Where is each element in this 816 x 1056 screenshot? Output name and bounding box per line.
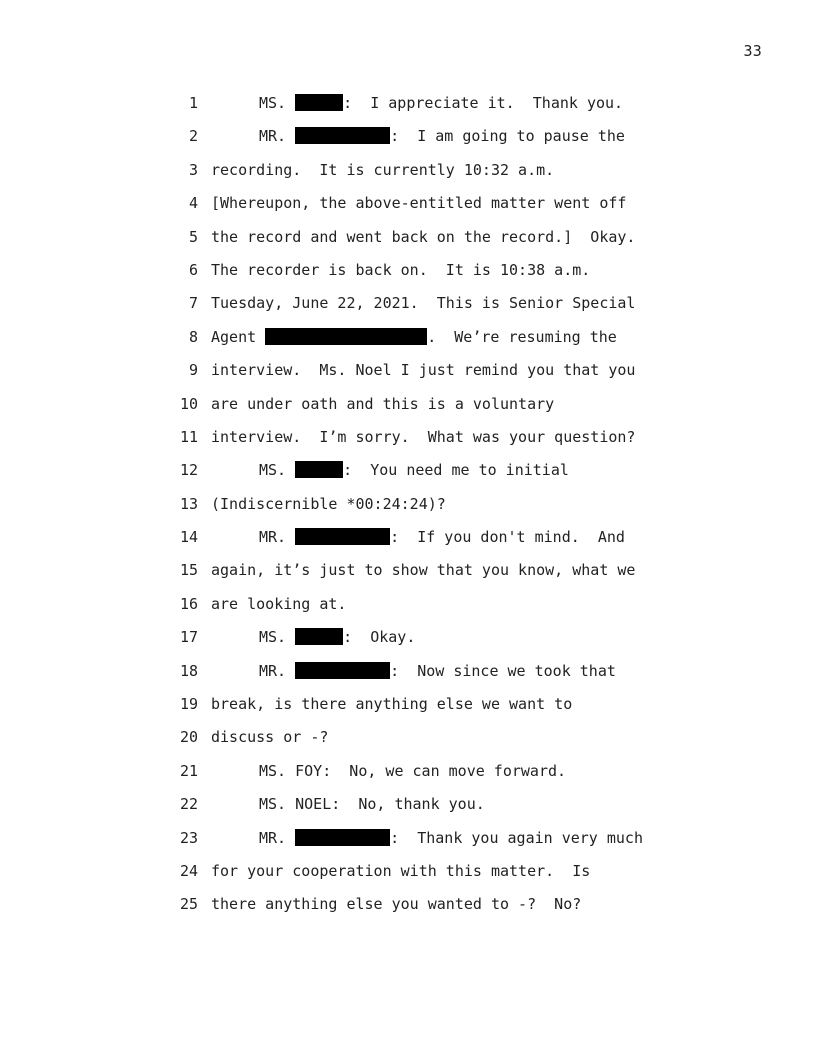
- line-text: [211, 325, 617, 349]
- redaction-block: [295, 628, 343, 645]
- transcript-line: [0, 592, 816, 625]
- line-text: [211, 225, 635, 249]
- transcript-line: [0, 124, 816, 157]
- line-text: [259, 759, 566, 783]
- text-segment: MR.: [259, 661, 296, 680]
- line-text: [211, 725, 328, 749]
- transcript-line: [0, 692, 816, 725]
- line-number: 21: [179, 761, 198, 780]
- line-text: [211, 392, 554, 416]
- line-number: 17: [179, 628, 198, 647]
- line-number: 6: [188, 260, 198, 279]
- text-segment: recording. It is currently 10:32 a.m.: [211, 160, 555, 179]
- line-number: 8: [188, 327, 198, 346]
- transcript-body: [0, 91, 816, 926]
- text-segment: Agent: [211, 327, 266, 346]
- transcript-line: [0, 859, 816, 892]
- transcript-line: [0, 158, 816, 191]
- line-text: [211, 425, 635, 449]
- line-text: [211, 692, 572, 716]
- line-text: [259, 458, 569, 482]
- text-segment: MR.: [259, 828, 296, 847]
- text-segment: are looking at.: [211, 594, 347, 613]
- line-number: 15: [179, 561, 198, 580]
- line-number: 3: [188, 160, 198, 179]
- text-segment: : Okay.: [343, 628, 416, 647]
- transcript-line: [0, 258, 816, 291]
- line-number: 16: [179, 594, 198, 613]
- transcript-line: [0, 492, 816, 525]
- line-number: 11: [179, 427, 198, 446]
- text-segment: MS.: [259, 94, 296, 112]
- text-segment: : I am going to pause the: [390, 127, 625, 146]
- transcript-line: [0, 91, 816, 124]
- transcript-line: [0, 392, 816, 425]
- line-number: 14: [179, 528, 198, 547]
- line-text: [259, 792, 485, 816]
- text-segment: MS. FOY: No, we can move forward.: [259, 761, 567, 780]
- line-text: [259, 124, 625, 148]
- text-segment: : I appreciate it. Thank you.: [343, 94, 624, 112]
- line-number: 25: [179, 895, 198, 914]
- text-segment: MS.: [259, 461, 296, 480]
- transcript-line: [0, 792, 816, 825]
- text-segment: there anything else you wanted to -? No?: [211, 895, 582, 914]
- text-segment: The recorder is back on. It is 10:38 a.m.: [211, 260, 591, 279]
- redaction-block: [295, 829, 390, 846]
- line-text: [211, 892, 581, 916]
- line-number: 4: [188, 194, 198, 213]
- line-text: [211, 291, 635, 315]
- transcript-line: [0, 558, 816, 591]
- transcript-line: [0, 325, 816, 358]
- line-text: [259, 659, 616, 683]
- transcript-line: [0, 425, 816, 458]
- line-number: 5: [188, 227, 198, 246]
- redaction-block: [295, 662, 390, 679]
- line-number: 9: [188, 361, 198, 380]
- line-text: [211, 191, 626, 215]
- redaction-block: [295, 94, 343, 111]
- line-number: 7: [188, 294, 198, 313]
- line-text: [211, 158, 554, 182]
- text-segment: discuss or -?: [211, 728, 329, 747]
- text-segment: Tuesday, June 22, 2021. This is Senior Special: [211, 294, 636, 313]
- line-text: [259, 625, 415, 649]
- line-number: 24: [179, 861, 198, 880]
- redaction-block: [295, 127, 390, 144]
- line-text: [211, 558, 635, 582]
- text-segment: interview. I’m sorry. What was your question?: [211, 427, 636, 446]
- text-segment: MS. NOEL: No, thank you.: [259, 795, 485, 814]
- text-segment: (Indiscernible *00:24:24)?: [211, 494, 446, 513]
- transcript-line: [0, 458, 816, 491]
- transcript-line: [0, 759, 816, 792]
- text-segment: : If you don't mind. And: [390, 528, 625, 547]
- transcript-line: [0, 191, 816, 224]
- line-number: 12: [179, 461, 198, 480]
- text-segment: for your cooperation with this matter. Is: [211, 861, 591, 880]
- text-segment: [Whereupon, the above-entitled matter went off: [211, 194, 627, 213]
- text-segment: MR.: [259, 528, 296, 547]
- line-text: [211, 258, 590, 282]
- line-text: [211, 859, 590, 883]
- transcript-line: [0, 625, 816, 658]
- transcript-line: [0, 725, 816, 758]
- text-segment: MS.: [259, 628, 296, 647]
- transcript-line: [0, 659, 816, 692]
- redaction-block: [295, 461, 343, 478]
- transcript-line: [0, 291, 816, 324]
- transcript-line: [0, 525, 816, 558]
- text-segment: : Thank you again very much: [390, 828, 643, 847]
- line-text: [259, 826, 643, 850]
- text-segment: the record and went back on the record.] Okay.: [211, 227, 636, 246]
- line-text: [211, 358, 635, 382]
- line-number: 20: [179, 728, 198, 747]
- text-segment: break, is there anything else we want to: [211, 695, 573, 714]
- transcript-line: [0, 892, 816, 925]
- text-segment: : You need me to initial: [343, 461, 569, 480]
- line-number: 22: [179, 795, 198, 814]
- line-number: 13: [179, 494, 198, 513]
- transcript-line: [0, 826, 816, 859]
- redaction-block: [265, 328, 427, 345]
- page-number: 33: [743, 42, 762, 60]
- line-number: 23: [179, 828, 198, 847]
- line-number: 18: [179, 661, 198, 680]
- line-text: [259, 91, 623, 115]
- transcript-line: [0, 358, 816, 391]
- text-segment: are under oath and this is a voluntary: [211, 394, 555, 413]
- text-segment: again, it’s just to show that you know, what we: [211, 561, 636, 580]
- text-segment: : Now since we took that: [390, 661, 616, 680]
- transcript-line: [0, 225, 816, 258]
- line-number: 1: [188, 94, 198, 112]
- line-text: [211, 592, 346, 616]
- redaction-block: [295, 528, 390, 545]
- line-text: [259, 525, 625, 549]
- text-segment: interview. Ms. Noel I just remind you that you: [211, 361, 636, 380]
- line-text: [211, 492, 446, 516]
- line-number: 19: [179, 695, 198, 714]
- line-number: 2: [188, 127, 198, 146]
- line-number: 10: [179, 394, 198, 413]
- text-segment: . We’re resuming the: [427, 327, 617, 346]
- text-segment: MR.: [259, 127, 296, 146]
